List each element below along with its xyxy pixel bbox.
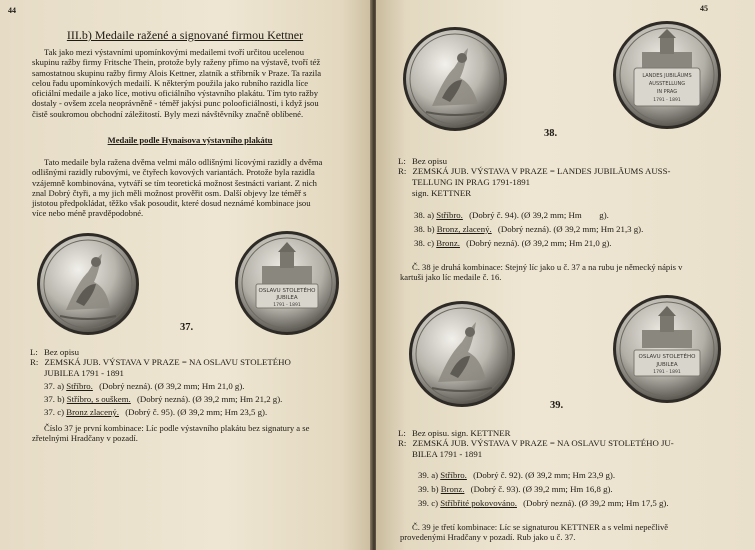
- text-line: znal Dobrý čtyři, a my jich měli možnost prověřit osm. Další objevy lze téměř s: [32, 187, 307, 198]
- coin-39-reverse-description-cont: BILEA 1791 - 1891: [412, 449, 483, 459]
- coin-37-reverse-description-cont: JUBILEA 1791 - 1891: [44, 368, 124, 378]
- variant-details: (Dobrý č. 93). (Ø 39,2 mm; Hm 16,8 g).: [470, 484, 613, 494]
- coin-39-reverse-description: [398, 438, 674, 449]
- variant-38c: [414, 238, 612, 249]
- variant-id: 39. b): [418, 484, 439, 494]
- variant-metal: Stříbro.: [440, 470, 467, 480]
- obverse-label: L:: [398, 428, 406, 438]
- variants-paragraph: [32, 157, 348, 219]
- variant-details: (Dobrý č. 95). (Ø 39,2 mm; Hm 23,5 g).: [125, 407, 268, 417]
- text-line: samostatnou skupinu ražby firmy Alois Kettner, zlatník a stříbrník v Praze. Ta razila: [32, 67, 322, 78]
- section-heading: III.b) Medaile ražené a signované firmou Kettner: [66, 28, 304, 42]
- variant-details: (Dobrý nezná). (Ø 39,2 mm; Hm 21,2 g).: [136, 394, 283, 404]
- coin-38-reverse-line3: IN PRAG: [656, 89, 678, 95]
- coin-37-reverse-description: [30, 357, 291, 368]
- coin-37-reverse-line2: JUBILEA: [276, 295, 298, 301]
- coin-37-reverse-line1: OSLAVU STOLETÉHO: [258, 288, 316, 294]
- text-line: Č. 39 je třetí kombinace: Líc se signaturou KETTNER a s velmi nepečlivě: [412, 522, 669, 532]
- coin-39-reverse-image: [612, 294, 722, 404]
- text-line: jistotou předpokládat, těžko však posoudit, které dosud neznámé kombinace jsou: [32, 198, 311, 209]
- variant-details: (Dobrý č. 92). (Ø 39,2 mm; Hm 23,9 g).: [473, 470, 616, 480]
- page-number-right: 45: [700, 4, 708, 13]
- text-line: celou řadu upomínkových medailí. K některým použila jako rubního razidla líce: [32, 77, 309, 88]
- left-page: [0, 0, 372, 550]
- reverse-text: ZEMSKÁ JUB. VÝSTAVA V PRAZE = LANDES JUBILÄUMS AUSS-: [412, 166, 671, 176]
- subheading: Medaile podle Hynaisova výstavního plakátu: [107, 135, 273, 145]
- reverse-text: ZEMSKÁ JUB. VÝSTAVA V PRAZE = NA OSLAVU STOLETÉHO JU-: [412, 438, 674, 448]
- variant-id: 38. c): [414, 238, 435, 248]
- coin-37-obverse-image: [36, 232, 140, 336]
- variant-37b: [44, 394, 282, 405]
- variant-details: (Dobrý nezná). (Ø 39,2 mm; Hm 17,5 g).: [523, 498, 669, 508]
- variant-39a: [418, 470, 615, 481]
- coin-39-note: [400, 522, 740, 543]
- coin-38-reverse-line1: LANDES JUBILÄUMS: [642, 73, 692, 79]
- text-line: oficiální medaile a jako líce, motivu oficiálního výstavního plakátu. Tím tyto ražby: [32, 88, 318, 99]
- variant-details: (Dobrý č. 94). (Ø 39,2 mm; Hm g).: [469, 210, 609, 220]
- variant-38a: [414, 210, 609, 221]
- text-line: odlišnými razidly rubovými, ve čtyřech kovových variantách. Protože byla razidla: [32, 167, 315, 178]
- coin-38-reverse-description: [398, 166, 670, 177]
- variant-39b: [418, 484, 613, 495]
- text-line: dostaly - ovšem zcela neoprávněně - téměř jakýsi punc polooficiálnosti, i když jsou: [32, 98, 319, 109]
- coin-39-reverse-line2: JUBILEA: [656, 362, 678, 368]
- text-line: Tak jako mezi výstavními upomínkovými medailemi tvoří určitou ucelenou: [44, 47, 305, 57]
- reverse-label: R:: [30, 357, 39, 367]
- coin-37-reverse-image: [234, 230, 340, 336]
- coin-38-reverse-image: [612, 20, 722, 130]
- page-number-left: 44: [8, 6, 16, 15]
- variant-id: 37. a): [44, 381, 65, 391]
- variant-id: 39. c): [418, 498, 439, 508]
- text-line: zřetelnými Hradčany v pozadí.: [32, 433, 138, 444]
- coin-38-note: [400, 262, 738, 283]
- coin-38-signature: sign. KETTNER: [412, 188, 472, 198]
- obverse-label: L:: [30, 347, 38, 357]
- text-line: Číslo 37 je první kombinace: Líc podle výstavního plakátu bez signatury a se: [44, 423, 310, 433]
- reverse-label: R:: [398, 438, 407, 448]
- obverse-text: Bez opisu: [412, 156, 447, 166]
- text-line: Č. 38 je druhá kombinace: Stejný líc jako u č. 37 a na rubu je německý nápis v: [412, 262, 683, 272]
- variant-38b: [414, 224, 643, 235]
- variant-id: 37. c): [44, 407, 65, 417]
- obverse-text: Bez opisu. sign. KETTNER: [412, 428, 511, 438]
- text-line: čistě soukromou obchodní záležitostí. Byly mezi návštěvníky značně oblíbené.: [32, 108, 304, 119]
- obverse-text: Bez opisu: [44, 347, 79, 357]
- reverse-text: ZEMSKÁ JUB. VÝSTAVA V PRAZE = NA OSLAVU STOLETÉHO: [44, 357, 291, 367]
- variant-metal: Stříbro.: [436, 210, 463, 220]
- text-line: provedenými Hradčany v pozadí. Rub jako u č. 37.: [400, 532, 576, 543]
- coin-38-number: 38.: [544, 128, 558, 139]
- coin-39-reverse-line3: 1791 - 1891: [653, 370, 681, 375]
- coin-37-note: [32, 423, 348, 444]
- coin-39-reverse-line1: OSLAVU STOLETÉHO: [638, 354, 696, 360]
- text-line: kartuši jako líc medaile č. 16.: [400, 272, 502, 283]
- text-line: Tato medaile byla ražena dvěma velmi málo odlišnými lícovými razidly a dvěma: [44, 157, 323, 167]
- reverse-label: R:: [398, 166, 407, 176]
- variant-metal: Stříbřité pokovováno.: [440, 498, 517, 508]
- obverse-label: L:: [398, 156, 406, 166]
- text-line: vzájemně kombinována, vytváří se tím teoretická možnost šestnácti variant. Z nich: [32, 177, 317, 188]
- variant-details: (Dobrý nezná). (Ø 39,2 mm; Hm 21,0 g).: [466, 238, 612, 248]
- variant-details: (Dobrý nezná). (Ø 39,2 mm; Hm 21,0 g).: [99, 381, 245, 391]
- text-line: více nebo méně pravděpodobné.: [32, 208, 144, 219]
- variant-metal: Stříbro.: [66, 381, 93, 391]
- coin-39-obverse-image: [408, 300, 516, 408]
- variant-metal: Bronz.: [440, 484, 465, 494]
- variant-39c: [418, 498, 669, 509]
- intro-paragraph: [32, 47, 348, 119]
- text-line: skupinu ražby firmy Fritsche Thein, protože byly raženy přímo na výstavě, tvoří též: [32, 57, 321, 68]
- coin-37-number: 37.: [180, 322, 194, 333]
- variant-37c: [44, 407, 267, 418]
- coin-39-number: 39.: [550, 400, 564, 411]
- coin-38-reverse-line2: AUSSTELLUNG: [648, 81, 686, 87]
- variant-id: 39. a): [418, 470, 439, 480]
- coin-38-reverse-line4: 1791 - 1891: [653, 98, 681, 103]
- variant-metal: Bronz zlacený.: [66, 407, 119, 417]
- variant-details: (Dobrý nezná). (Ø 39,2 mm; Hm 21,3 g).: [497, 224, 644, 234]
- variant-metal: Stříbro, s ouškem.: [66, 394, 131, 404]
- coin-38-obverse-image: [402, 26, 508, 132]
- variant-metal: Bronz, zlacený.: [436, 224, 492, 234]
- variant-metal: Bronz.: [436, 238, 460, 248]
- right-page: [376, 0, 755, 550]
- coin-38-reverse-description-cont: TELLUNG IN PRAG 1791-1891: [412, 177, 531, 187]
- variant-id: 38. a): [414, 210, 435, 220]
- coin-37-reverse-line3: 1791 - 1891: [273, 303, 301, 308]
- variant-id: 37. b): [44, 394, 65, 404]
- variant-37a: [44, 381, 244, 392]
- variant-id: 38. b): [414, 224, 435, 234]
